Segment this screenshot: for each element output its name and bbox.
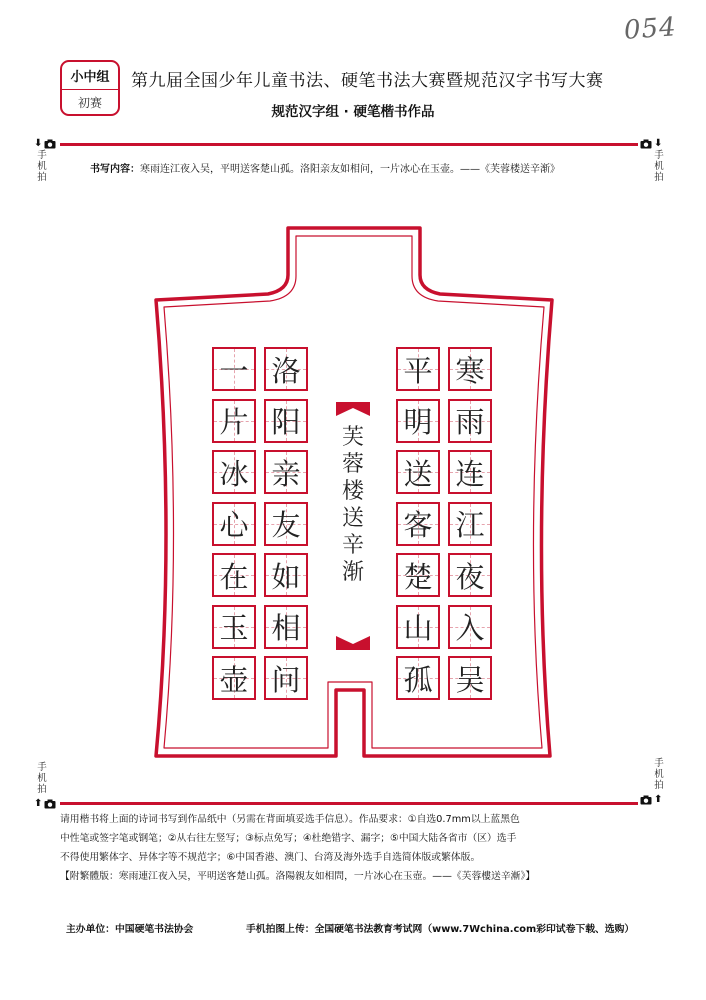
camera-icon (640, 795, 652, 805)
arrow-up-icon: ⬆ (34, 798, 43, 809)
grid-character: 孤 (403, 662, 433, 697)
grid-cell (448, 450, 492, 494)
camera-label-char: 机 (37, 161, 47, 172)
grid-cell (264, 347, 308, 391)
grid-cell (264, 399, 308, 443)
grid-cell (448, 399, 492, 443)
camera-icon (640, 139, 652, 149)
grid-character: 阳 (271, 405, 301, 439)
grid-character: 玉 (219, 611, 249, 645)
serial-number: 054 (623, 12, 678, 46)
title-ribbon-top (336, 402, 370, 416)
top-divider (60, 143, 638, 146)
writing-content (90, 160, 560, 175)
footer-organizer: 主办单位：中国硬笔书法协会 (66, 924, 194, 935)
grid-character: 明 (403, 405, 433, 439)
grid-character: 一 (219, 353, 249, 388)
footer-upload: 手机拍图上传：全国硬笔书法教育考试网（www.7Wchina.com彩印试卷下载、选购） (246, 924, 635, 935)
grid-character: 片 (219, 405, 249, 439)
arrow-down-icon: ⬇ (34, 138, 43, 149)
grid-cell (212, 656, 256, 700)
top-right-camera-label (653, 150, 665, 183)
grid-cell (212, 450, 256, 494)
grid-character: 冰 (219, 456, 249, 491)
grid-character: 问 (271, 662, 301, 697)
grid-character: 洛 (271, 353, 301, 388)
page-title: 第九届全国少年儿童书法、硬笔书法大赛暨规范汉字书写大赛 (131, 71, 604, 91)
grid-character: 雨 (455, 405, 485, 439)
top-right-camera-mark (640, 138, 662, 149)
instructions-line-3: 不得使用繁体字、异体字等不规范字；⑥中国香港、澳门、台湾及海外选手自选简体版或繁体版。 (60, 852, 481, 863)
page-subtitle: 规范汉字组 · 硬笔楷书作品 (271, 104, 435, 120)
grid-character: 如 (271, 559, 301, 594)
poem-title-char: 渐 (341, 560, 364, 585)
grid-cell (448, 656, 492, 700)
grid-cell (396, 502, 440, 546)
writing-content-text: 寒雨连江夜入吴，平明送客楚山孤。洛阳亲友如相问，一片冰心在玉壶。——《芙蓉楼送辛渐》 (140, 164, 560, 175)
grid-cell (396, 347, 440, 391)
camera-label-char: 拍 (37, 172, 47, 183)
grid-cell (448, 347, 492, 391)
camera-label-char: 拍 (654, 172, 664, 183)
top-left-camera-label (36, 150, 48, 183)
title-ribbon-bottom (336, 636, 370, 650)
grid-character: 客 (403, 508, 433, 542)
grid-character: 平 (403, 353, 433, 388)
camera-label-char: 机 (654, 161, 664, 172)
grid-character: 楚 (403, 559, 433, 594)
grid-character: 壶 (219, 662, 249, 697)
camera-label-char: 拍 (37, 784, 47, 795)
bottom-left-camera-mark (34, 798, 56, 809)
grid-cell (264, 450, 308, 494)
grid-cell (212, 502, 256, 546)
poem-title-char: 蓉 (341, 452, 364, 477)
grid-cell (396, 656, 440, 700)
poem-title-char: 辛 (341, 533, 364, 558)
grid-character: 入 (455, 611, 485, 645)
grid-cell (264, 553, 308, 597)
poem-title-char: 楼 (341, 479, 364, 504)
bottom-right-camera-mark (640, 794, 662, 805)
grid-cell (396, 553, 440, 597)
grid-cell (212, 399, 256, 443)
grid-character: 山 (403, 611, 433, 645)
grid-cell (212, 553, 256, 597)
bottom-divider (60, 802, 638, 805)
camera-label-char: 拍 (654, 780, 664, 791)
grid-character: 亲 (271, 456, 301, 491)
instructions-line-1: 请用楷书将上面的诗词书写到作品纸中（另需在背面填妥选手信息）。作品要求：①自选0.7mm以上蓝黑色 (60, 814, 520, 825)
camera-label-char: 机 (37, 773, 47, 784)
camera-icon (44, 799, 56, 809)
camera-icon (44, 139, 56, 149)
grid-cell (212, 605, 256, 649)
instructions-line-4: 【附繁體版：寒雨連江夜入吴，平明送客楚山孤。洛陽親友如相問，一片冰心在玉壺。——《芙蓉樓送辛漸》】 (60, 871, 536, 882)
camera-label-char: 手 (654, 758, 664, 769)
grid-character: 在 (219, 559, 249, 594)
grid-cell (264, 656, 308, 700)
grid-cell (448, 553, 492, 597)
arrow-down-icon: ⬇ (654, 138, 663, 149)
instructions-line-2: 中性笔或签字笔或钢笔；②从右往左竖写；③标点免写；④杜绝错字、漏字；⑤中国大陆各省市（区）选手 (60, 833, 517, 844)
grid-character: 夜 (455, 559, 485, 594)
grid-character: 连 (455, 456, 485, 491)
top-left-camera-mark (34, 138, 56, 149)
poem-title (337, 424, 369, 586)
camera-label-char: 手 (37, 150, 47, 161)
badge-group: 小中组 (62, 62, 118, 90)
grid-character: 送 (403, 456, 433, 491)
bottom-right-camera-label (653, 758, 665, 791)
grid-cell (448, 502, 492, 546)
camera-label-char: 手 (654, 150, 664, 161)
grid-cell (448, 605, 492, 649)
arrow-up-icon: ⬆ (654, 794, 663, 805)
grid-cell (396, 399, 440, 443)
poem-title-char: 芙 (341, 425, 364, 450)
camera-label-char: 手 (37, 762, 47, 773)
grid-character: 江 (455, 508, 485, 542)
grid-cell (264, 502, 308, 546)
grid-character: 吴 (455, 662, 485, 697)
grid-cell (396, 450, 440, 494)
grid-cell (212, 347, 256, 391)
grid-cell (264, 605, 308, 649)
badge-round: 初赛 (77, 96, 102, 110)
grid-character: 心 (219, 508, 249, 542)
camera-label-char: 机 (654, 769, 664, 780)
writing-content-label: 书写内容： (90, 164, 140, 175)
bottom-left-camera-label (36, 762, 48, 795)
grid-cell (396, 605, 440, 649)
grid-character: 寒 (455, 353, 485, 388)
grid-character: 相 (271, 611, 301, 645)
grid-character: 友 (271, 508, 301, 542)
poem-title-char: 送 (341, 506, 364, 531)
